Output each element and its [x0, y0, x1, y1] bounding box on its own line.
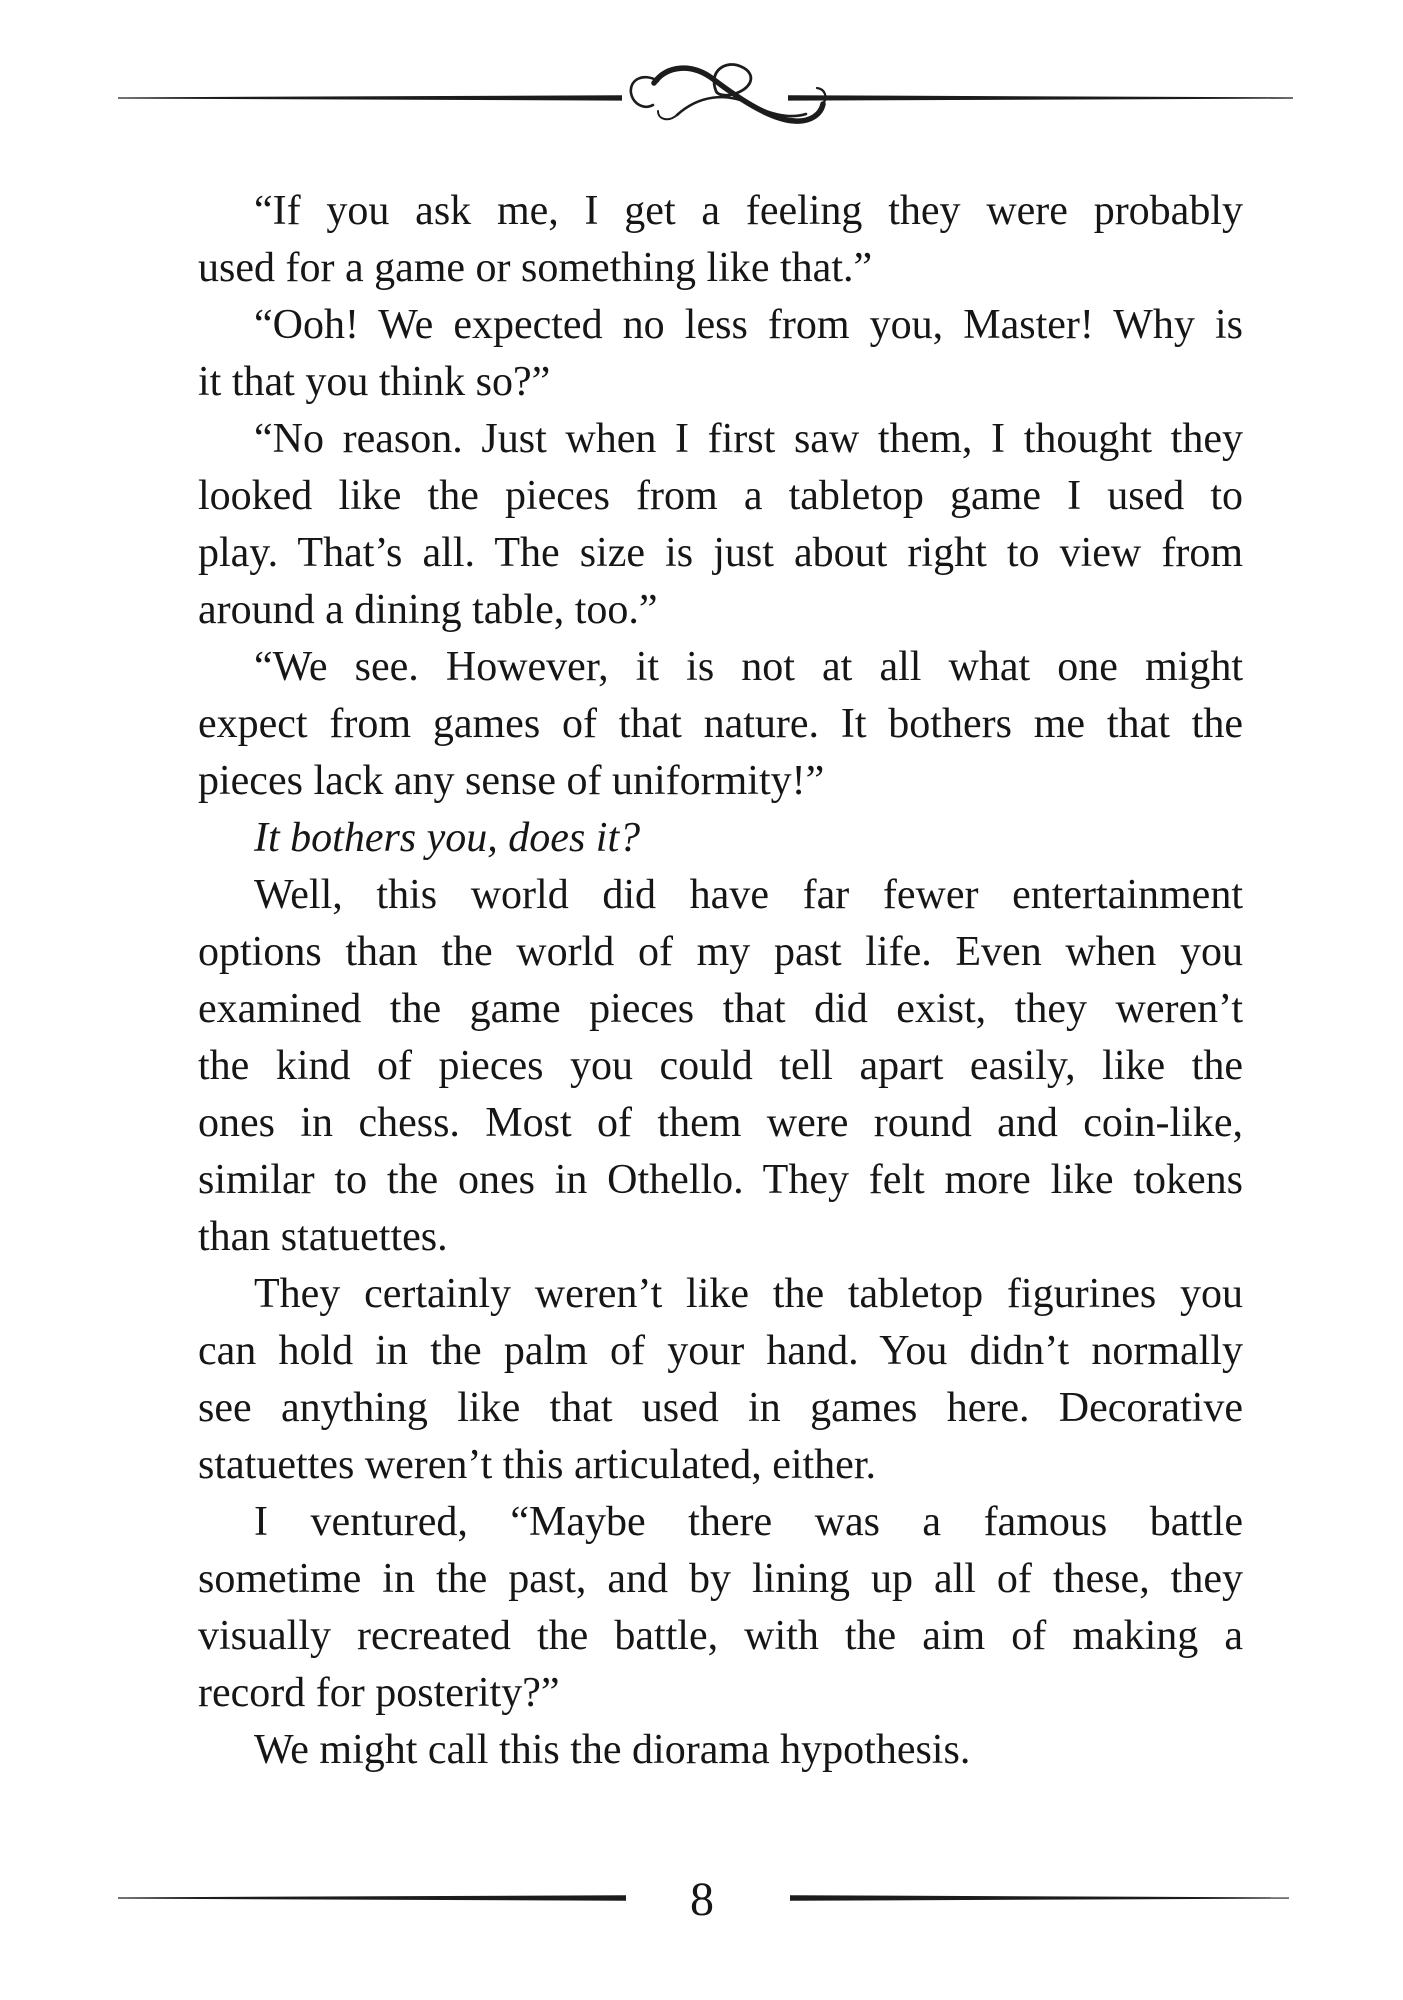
paragraph: [198, 810, 1243, 867]
text-line: Well, this world did have far fewer entertainment: [254, 872, 1243, 918]
text-line: pieces lack any sense of uniformity!”: [198, 758, 825, 804]
text-line: examined the game pieces that did exist, they weren’t: [198, 986, 1243, 1032]
text-line: looked like the pieces from a tabletop game I used to: [198, 473, 1243, 519]
paragraph: [198, 411, 1243, 639]
text-line: the kind of pieces you could tell apart easily, like the: [198, 1043, 1243, 1089]
text-line: I ventured, “Maybe there was a famous battle: [254, 1499, 1243, 1545]
top-rule-right: [788, 95, 1293, 100]
paragraph: [198, 183, 1243, 297]
text-line: expect from games of that nature. It bothers me that the: [198, 701, 1243, 747]
paragraph: [198, 1722, 1243, 1779]
text-line: ones in chess. Most of them were round and coin-like,: [198, 1100, 1243, 1146]
text-line: sometime in the past, and by lining up all of these, they: [198, 1556, 1243, 1602]
paragraph: [198, 297, 1243, 411]
text-line: than statuettes.: [198, 1214, 448, 1260]
text-line: see anything like that used in games here. Decorative: [198, 1385, 1243, 1431]
text-line: visually recreated the battle, with the aim of making a: [198, 1613, 1243, 1659]
text-line: statuettes weren’t this articulated, either.: [198, 1442, 876, 1488]
page-footer: [109, 1868, 1295, 1932]
text-line: used for a game or something like that.”: [198, 245, 873, 291]
top-rule-left: [118, 95, 622, 100]
text-line: They certainly weren’t like the tabletop figurines you: [254, 1271, 1243, 1317]
text-line: “We see. However, it is not at all what one might: [254, 644, 1243, 690]
paragraph: [198, 1266, 1243, 1494]
page-number: 8: [690, 1873, 714, 1926]
flourish-icon: [631, 64, 826, 121]
swash-divider-icon: [109, 58, 1295, 142]
text-line: options than the world of my past life. Even when you: [198, 929, 1243, 975]
text-line: We might call this the diorama hypothesis.: [254, 1727, 971, 1773]
paragraph: [198, 867, 1243, 1266]
text-line: play. That’s all. The size is just about right to view from: [198, 530, 1243, 576]
text-line: It bothers you, does it?: [254, 815, 641, 861]
paragraph: [198, 639, 1243, 810]
text-line: “If you ask me, I get a feeling they were probably: [254, 188, 1243, 234]
page-text: [198, 183, 1243, 1779]
text-line: “Ooh! We expected no less from you, Master! Why is: [254, 302, 1243, 348]
text-line: can hold in the palm of your hand. You didn’t normally: [198, 1328, 1243, 1374]
paragraph: [198, 1494, 1243, 1722]
text-line: around a dining table, too.”: [198, 587, 658, 633]
text-line: it that you think so?”: [198, 359, 551, 405]
text-line: similar to the ones in Othello. They felt more like tokens: [198, 1157, 1243, 1203]
text-line: “No reason. Just when I first saw them, I thought they: [254, 416, 1243, 462]
text-line: record for posterity?”: [198, 1670, 560, 1716]
